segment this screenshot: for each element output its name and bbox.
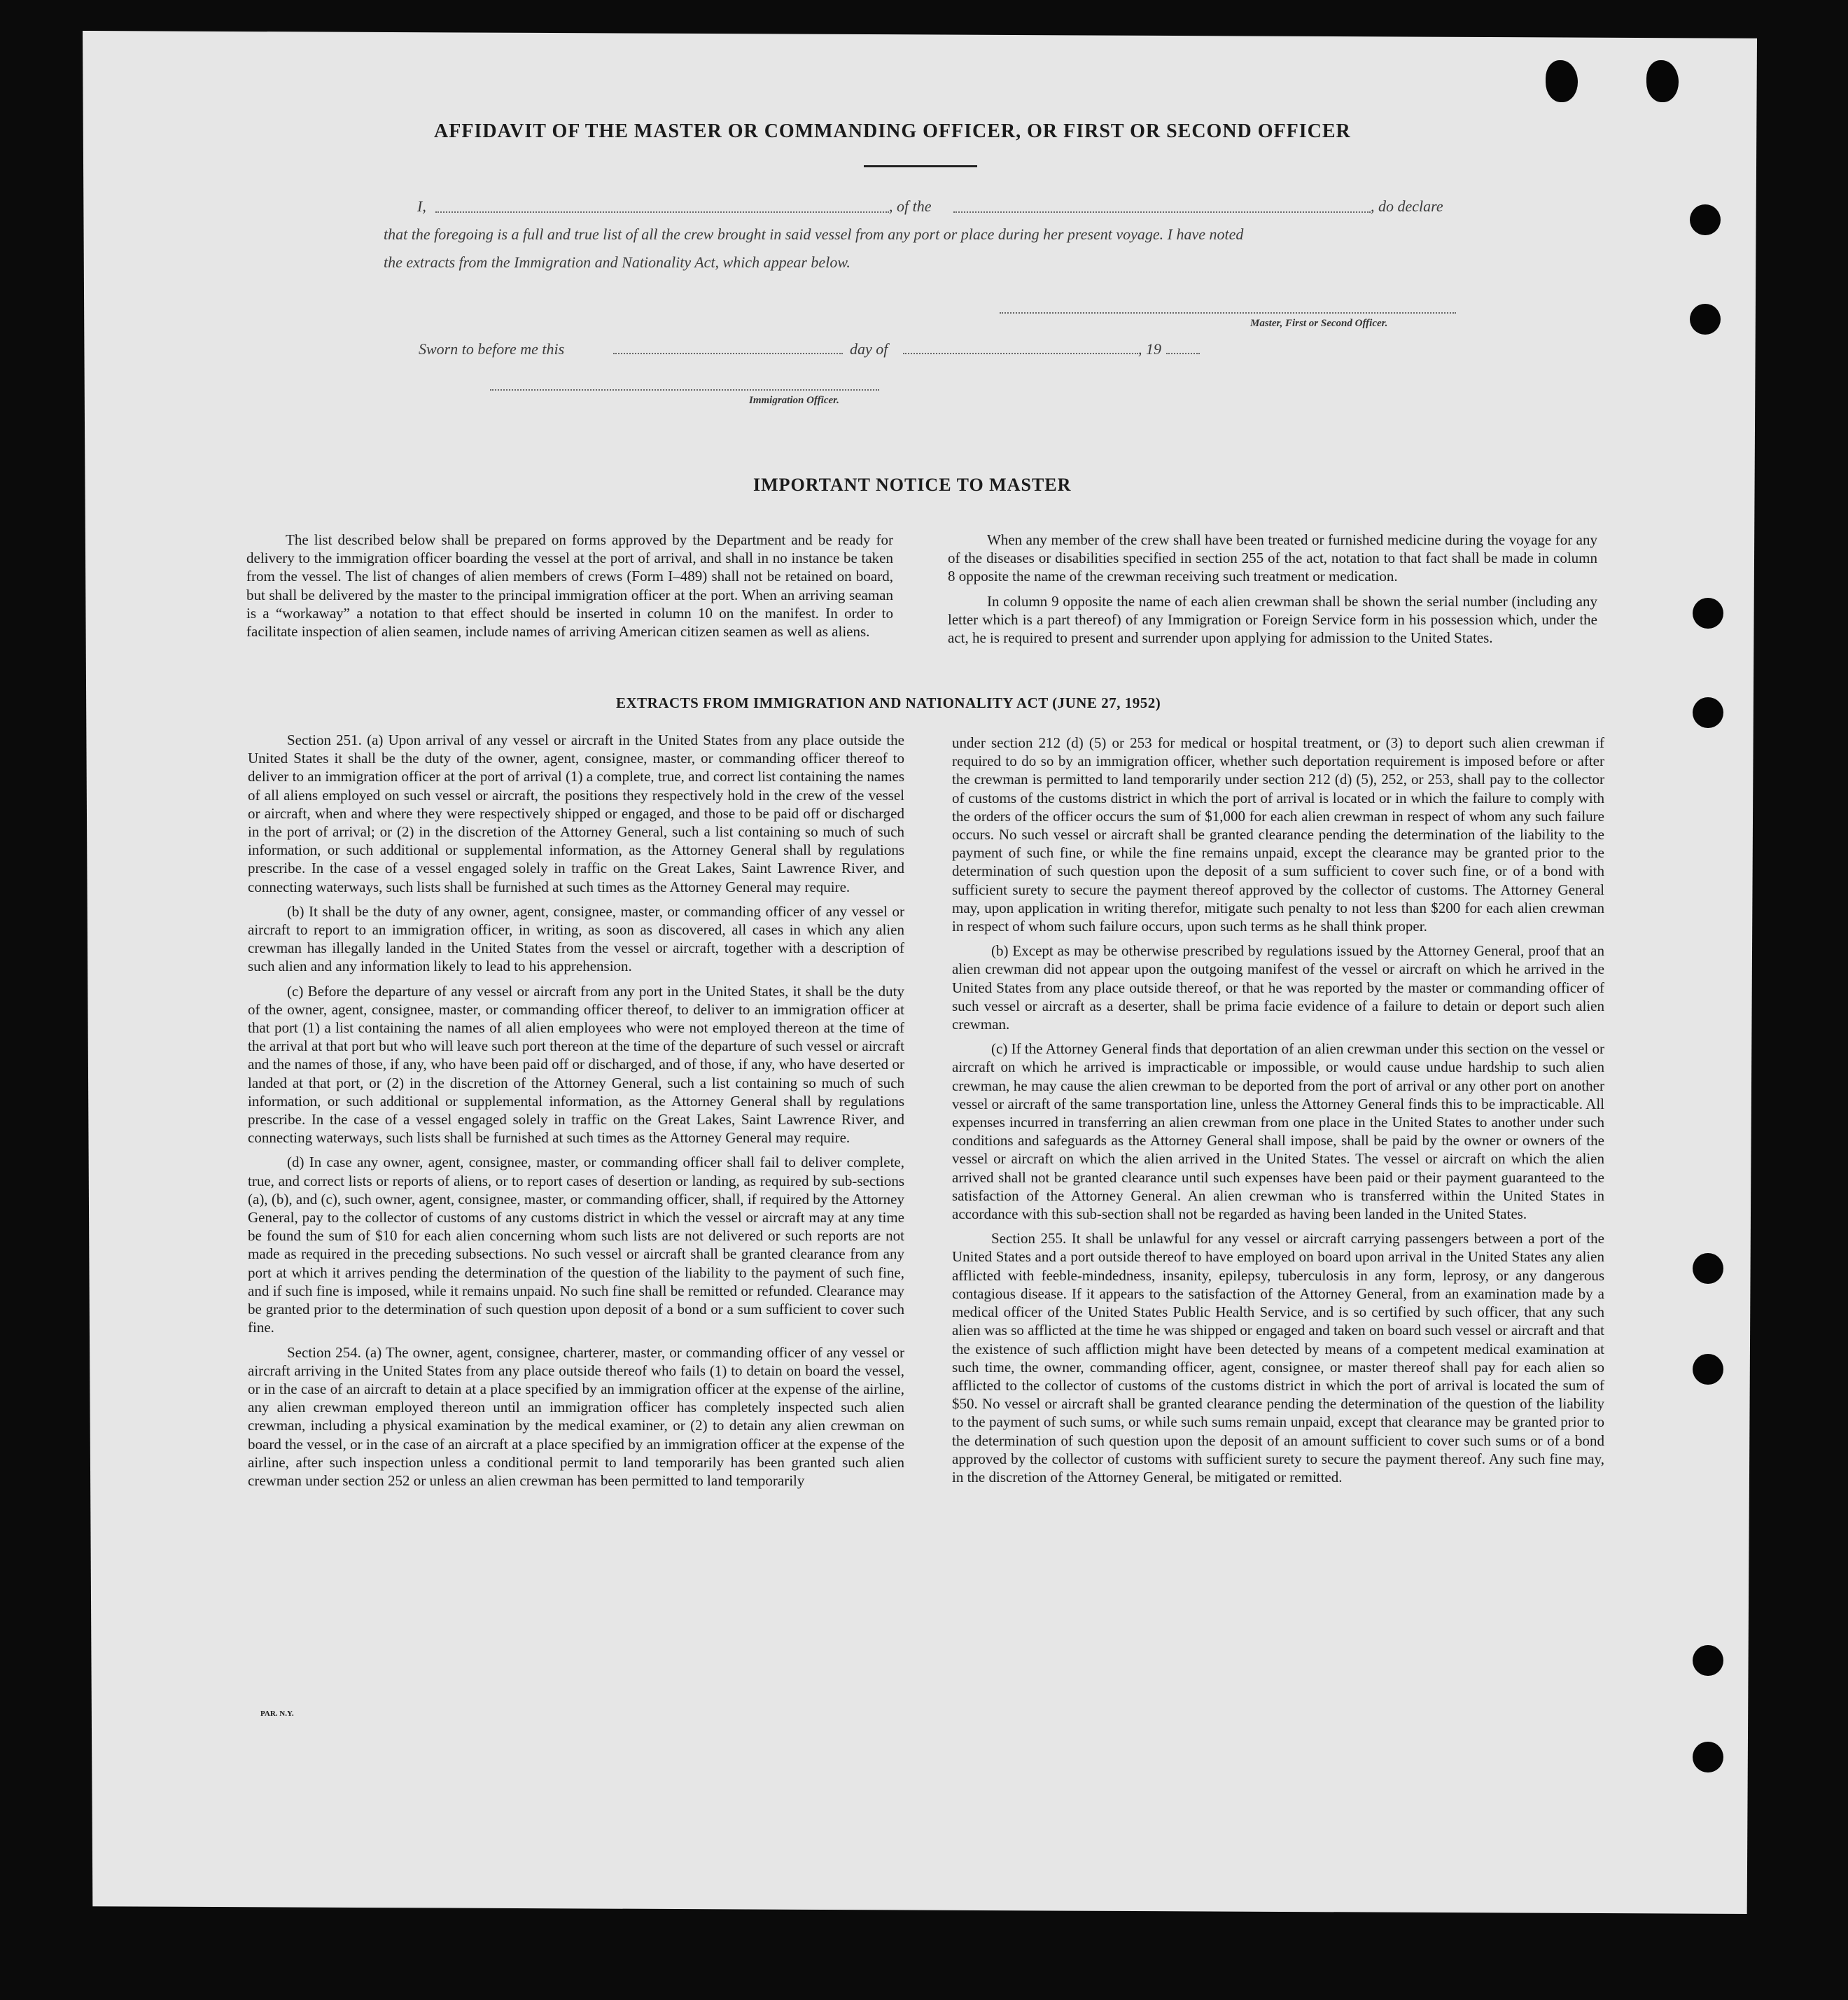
punch-hole — [1693, 598, 1723, 629]
declaration-of-the: , of the — [889, 197, 932, 215]
master-signature-line[interactable] — [1000, 312, 1456, 314]
notice-right-paragraph-2: In column 9 opposite the name of each alien crewman shall be shown the serial number (including any letter which is a part thereof) of any Immigration or Foreign Service form in his possession which, under the act, he is required to present and surrender upon applying for admission to the United States. — [948, 592, 1597, 647]
section-251-d: (d) In case any owner, agent, consignee, master, or commanding officer shall fail to deliver complete, true, and correct lists or reports of aliens, or to report cases of desertion or landing, as required by sub-sections (a), (b), and (c), such owner, agent, consignee, master, or commanding officer, shall, if required by the Attorney General, pay to the collector of customs of any customs district in which the vessel or aircraft may at any time be found the sum of $10 for each alien concerning whom such lists are not delivered or such reports are not made as required in the preceding subsections. No such vessel or aircraft shall be granted clearance from any port at which it arrives pending the determination of the question of the liability to the payment of such fine, and if such fine is imposed, while it remains unpaid. No such fine shall be remitted or refunded. Clearance may be granted prior to the determination of such question upon deposit of a bond or a sum sufficient to cover such fine. — [248, 1154, 904, 1336]
section-251-c: (c) Before the departure of any vessel or aircraft from any port in the United States, it shall be the duty of the owner, agent, consignee, master, or commanding officer thereof, to deliver to an immigration officer at that port (1) a list containing the names of all alien employees who were not employed thereon at the time of the arrival at that port but who will leave such port thereon at the time of the departure of such vessel or aircraft and the names of those, if any, who have been paid off or discharged, and of those, if any, who have deserted or landed at that port, or (2) in the discretion of the Attorney General, such a list containing so much of such information, or such additional or supplemental information, as the Attorney General shall by regulations prescribe. In the case of a vessel engaged solely in traffic on the Great Lakes, Saint Lawrence River, and connecting waterways, such lists shall be furnished at such times as the Attorney General may require. — [248, 982, 904, 1147]
section-254-a: Section 254. (a) The owner, agent, consignee, charterer, master, or commanding officer of any vessel or aircraft arriving in the United States from any place outside thereof who fails (1) to detain on board the vessel, or in the case of an aircraft to detain at a place specified by an immigration officer at the expense of the airline, any alien crewman employed thereon until an immigration officer has completely inspected such alien crewman, including a physical examination by the medical examiner, or (2) to detain any alien crewman on board the vessel, or in the case of an aircraft at a place specified by an immigration officer at the expense of the airline, after such inspection unless a conditional permit to land temporarily has been granted such alien crewman under section 252 or unless an alien crewman has been permitted to land temporarily — [248, 1343, 904, 1489]
punch-hole — [1690, 304, 1721, 335]
notice-left-paragraph: The list described below shall be prepared on forms approved by the Department and be ready for delivery to the immigration officer boarding the vessel at the port of arrival, and shall in no instance be taken from the vessel. The list of changes of alien members of crews (Form I–489) shall not be retained on board, but shall be delivered by the master to the principal immigration officer at the port. When an arriving seaman is a “workaway” a notation to that effect should be inserted in column 10 on the manifest. In order to facilitate inspection of alien seamen, include names of arriving American citizen seamen as well as aliens. — [246, 531, 893, 641]
declaration-i: I, — [417, 197, 426, 215]
sworn-year: , 19 — [1138, 340, 1161, 358]
notice-title: IMPORTANT NOTICE TO MASTER — [753, 475, 1072, 495]
name-field[interactable] — [435, 211, 889, 213]
punch-hole — [1693, 1253, 1723, 1284]
title-underline — [864, 165, 977, 167]
section-251-b: (b) It shall be the duty of any owner, agent, consignee, master, or commanding officer of any vessel or aircraft to report to an immigration officer, in writing, as soon as discovered, all cases in which any alien crewman has illegally landed in the United States from the vessel or aircraft, together with a description of such alien and any information likely to lead to his apprehension. — [248, 902, 904, 975]
notice-right-column — [948, 531, 1597, 653]
punch-hole — [1693, 1354, 1723, 1385]
sworn-day-field[interactable] — [613, 353, 843, 354]
punch-hole — [1546, 60, 1578, 102]
master-signature-label: Master, First or Second Officer. — [1250, 318, 1388, 329]
notice-right-paragraph-1: When any member of the crew shall have been treated or furnished medicine during the voyage for any of the diseases or disabilities specified in section 255 of the act, notation to that fact shall be made in column 8 opposite the name of the crewman receiving such treatment or medication. — [948, 531, 1597, 585]
vessel-field[interactable] — [953, 211, 1371, 213]
section-254-b: (b) Except as may be otherwise prescribed by regulations issued by the Attorney General, proof that an alien crewman did not appear upon the outgoing manifest of the vessel or aircraft on which he arrived in the United States from any place outside thereof, or that he was reported by the master or commanding officer of such vessel or aircraft as a deserter, shall be prima facie evidence of a failure to detain or deport such alien crewman. — [952, 942, 1604, 1033]
punch-hole — [1646, 60, 1679, 102]
notice-left-column — [246, 531, 893, 647]
sworn-day-of: day of — [850, 340, 888, 358]
punch-hole — [1690, 204, 1721, 235]
section-255: Section 255. It shall be unlawful for any vessel or aircraft carrying passengers between a port of the United States and a port outside thereof to have employed on board upon arrival in the United States any alien afflicted with feeble-mindedness, insanity, epilepsy, tuberculosis in any form, leprosy, or any dangerous contagious disease. If it appears to the satisfaction of the Attorney General, from an examination made by a medical officer of the United States Public Health Service, and is so certified by such officer, that any such alien was so afflicted at the time he was shipped or engaged and taken on board such vessel or aircraft and that the existence of such affliction might have been detected by means of a competent medical examination at such time, the owner, commanding officer, agent, consignee, or master thereof shall pay for each alien so afflicted to the collector of customs of the customs district in which the port of arrival is located the sum of $50. No vessel or aircraft shall be granted clearance pending the determination of the question of the liability to the payment of such sums, or while such sums remain unpaid, except that clearance may be granted prior to the determination of such question upon the deposit of an amount sufficient to cover such sums or of a bond approved by the collector of customs with sufficient surety to secure the payment thereof. Any such fine may, in the discretion of the Attorney General, be mitigated or remitted. — [952, 1230, 1604, 1485]
section-254-c: (c) If the Attorney General finds that deportation of an alien crewman under this section on the vessel or aircraft on which he arrived is impracticable or impossible, or would cause undue hardship to such alien crewman, he may cause the alien crewman to be deported from the port of arrival or any other port on another vessel or aircraft of the same transportation line, unless the Attorney General finds this to be impracticable. All expenses incurred in transferring an alien crewman from one place in the United States to another under such conditions and safeguards as the Attorney General shall impose, shall be paid by the owner or owners of the vessel or aircraft on which the alien arrived in the United States. The vessel or aircraft on which the alien arrived shall not be granted clearance until such expenses have been paid or their payment guaranteed to the satisfaction of the Attorney General. An alien crewman who is transferred within the United States in accordance with this sub-section shall not be regarded as having been landed in the United States. — [952, 1040, 1604, 1223]
declaration-line-3: the extracts from the Immigration and Nationality Act, which appear below. — [384, 253, 850, 271]
extracts-left-column — [248, 731, 904, 1496]
section-251-a: Section 251. (a) Upon arrival of any vessel or aircraft in the United States from any place outside the United States it shall be the duty of the owner, agent, consignee, master, or commanding officer thereof to deliver to an immigration officer at the port of arrival (1) a complete, true, and correct list containing the names of all aliens employed on such vessel or aircraft, the positions they respectively hold in the crew of the vessel or aircraft, when and where they were respectively shipped or engaged, and those to be paid off or discharged in the port of arrival; or (2) in the discretion of the Attorney General, such a list containing so much of such information, or such additional or supplemental information, as the Attorney General shall by regulations prescribe. In the case of a vessel engaged solely in traffic on the Great Lakes, Saint Lawrence River, and connecting waterways, such lists shall be furnished at such times as the Attorney General may require. — [248, 732, 904, 895]
printer-mark: PAR. N.Y. — [260, 1709, 294, 1718]
punch-hole — [1693, 1742, 1723, 1772]
sworn-month-field[interactable] — [903, 353, 1138, 354]
sworn-year-field[interactable] — [1166, 353, 1200, 354]
affidavit-title: AFFIDAVIT OF THE MASTER OR COMMANDING OFFICER, OR FIRST OR SECOND OFFICER — [434, 120, 1351, 142]
extracts-right-column — [952, 734, 1604, 1492]
punch-hole — [1693, 1645, 1723, 1676]
declaration-line-2: that the foregoing is a full and true list of all the crew brought in said vessel from any port or place during her present voyage. I have noted — [384, 225, 1244, 243]
section-254-a-continued: under section 212 (d) (5) or 253 for medical or hospital treatment, or (3) to deport such alien crewman if required to do so by an immigration officer, whether such deportation requirement is imposed before or after the crewman is permitted to land temporarily under section 212 (d) (5), 252, or 253, shall pay to the collector of customs of the customs district in which the port of arrival is located or in which the failure to comply with the orders of the officer occurs the sum of $1,000 for each alien crewman in respect of whom any such failure occurs. No such vessel or aircraft shall be granted clearance pending the determination of the liability to the payment of such fine, or while the fine remains unpaid, except the clearance may be granted prior to the determination of such question upon the deposit of a sum sufficient to cover such fine, or of a bond with sufficient surety to secure the payment thereof approved by the collector of customs. The Attorney General may, upon application in writing therefor, mitigate such penalty to not less than $200 for each alien crewman in respect of whom such failure occurs, upon such terms as he shall think proper. — [952, 734, 1604, 935]
sworn-prefix: Sworn to before me this — [419, 340, 565, 358]
officer-signature-label: Immigration Officer. — [749, 395, 839, 406]
declaration-do-declare: , do declare — [1371, 197, 1443, 215]
extracts-title: EXTRACTS FROM IMMIGRATION AND NATIONALITY ACT (JUNE 27, 1952) — [616, 694, 1161, 711]
officer-signature-line[interactable] — [490, 389, 879, 391]
punch-hole — [1693, 697, 1723, 728]
